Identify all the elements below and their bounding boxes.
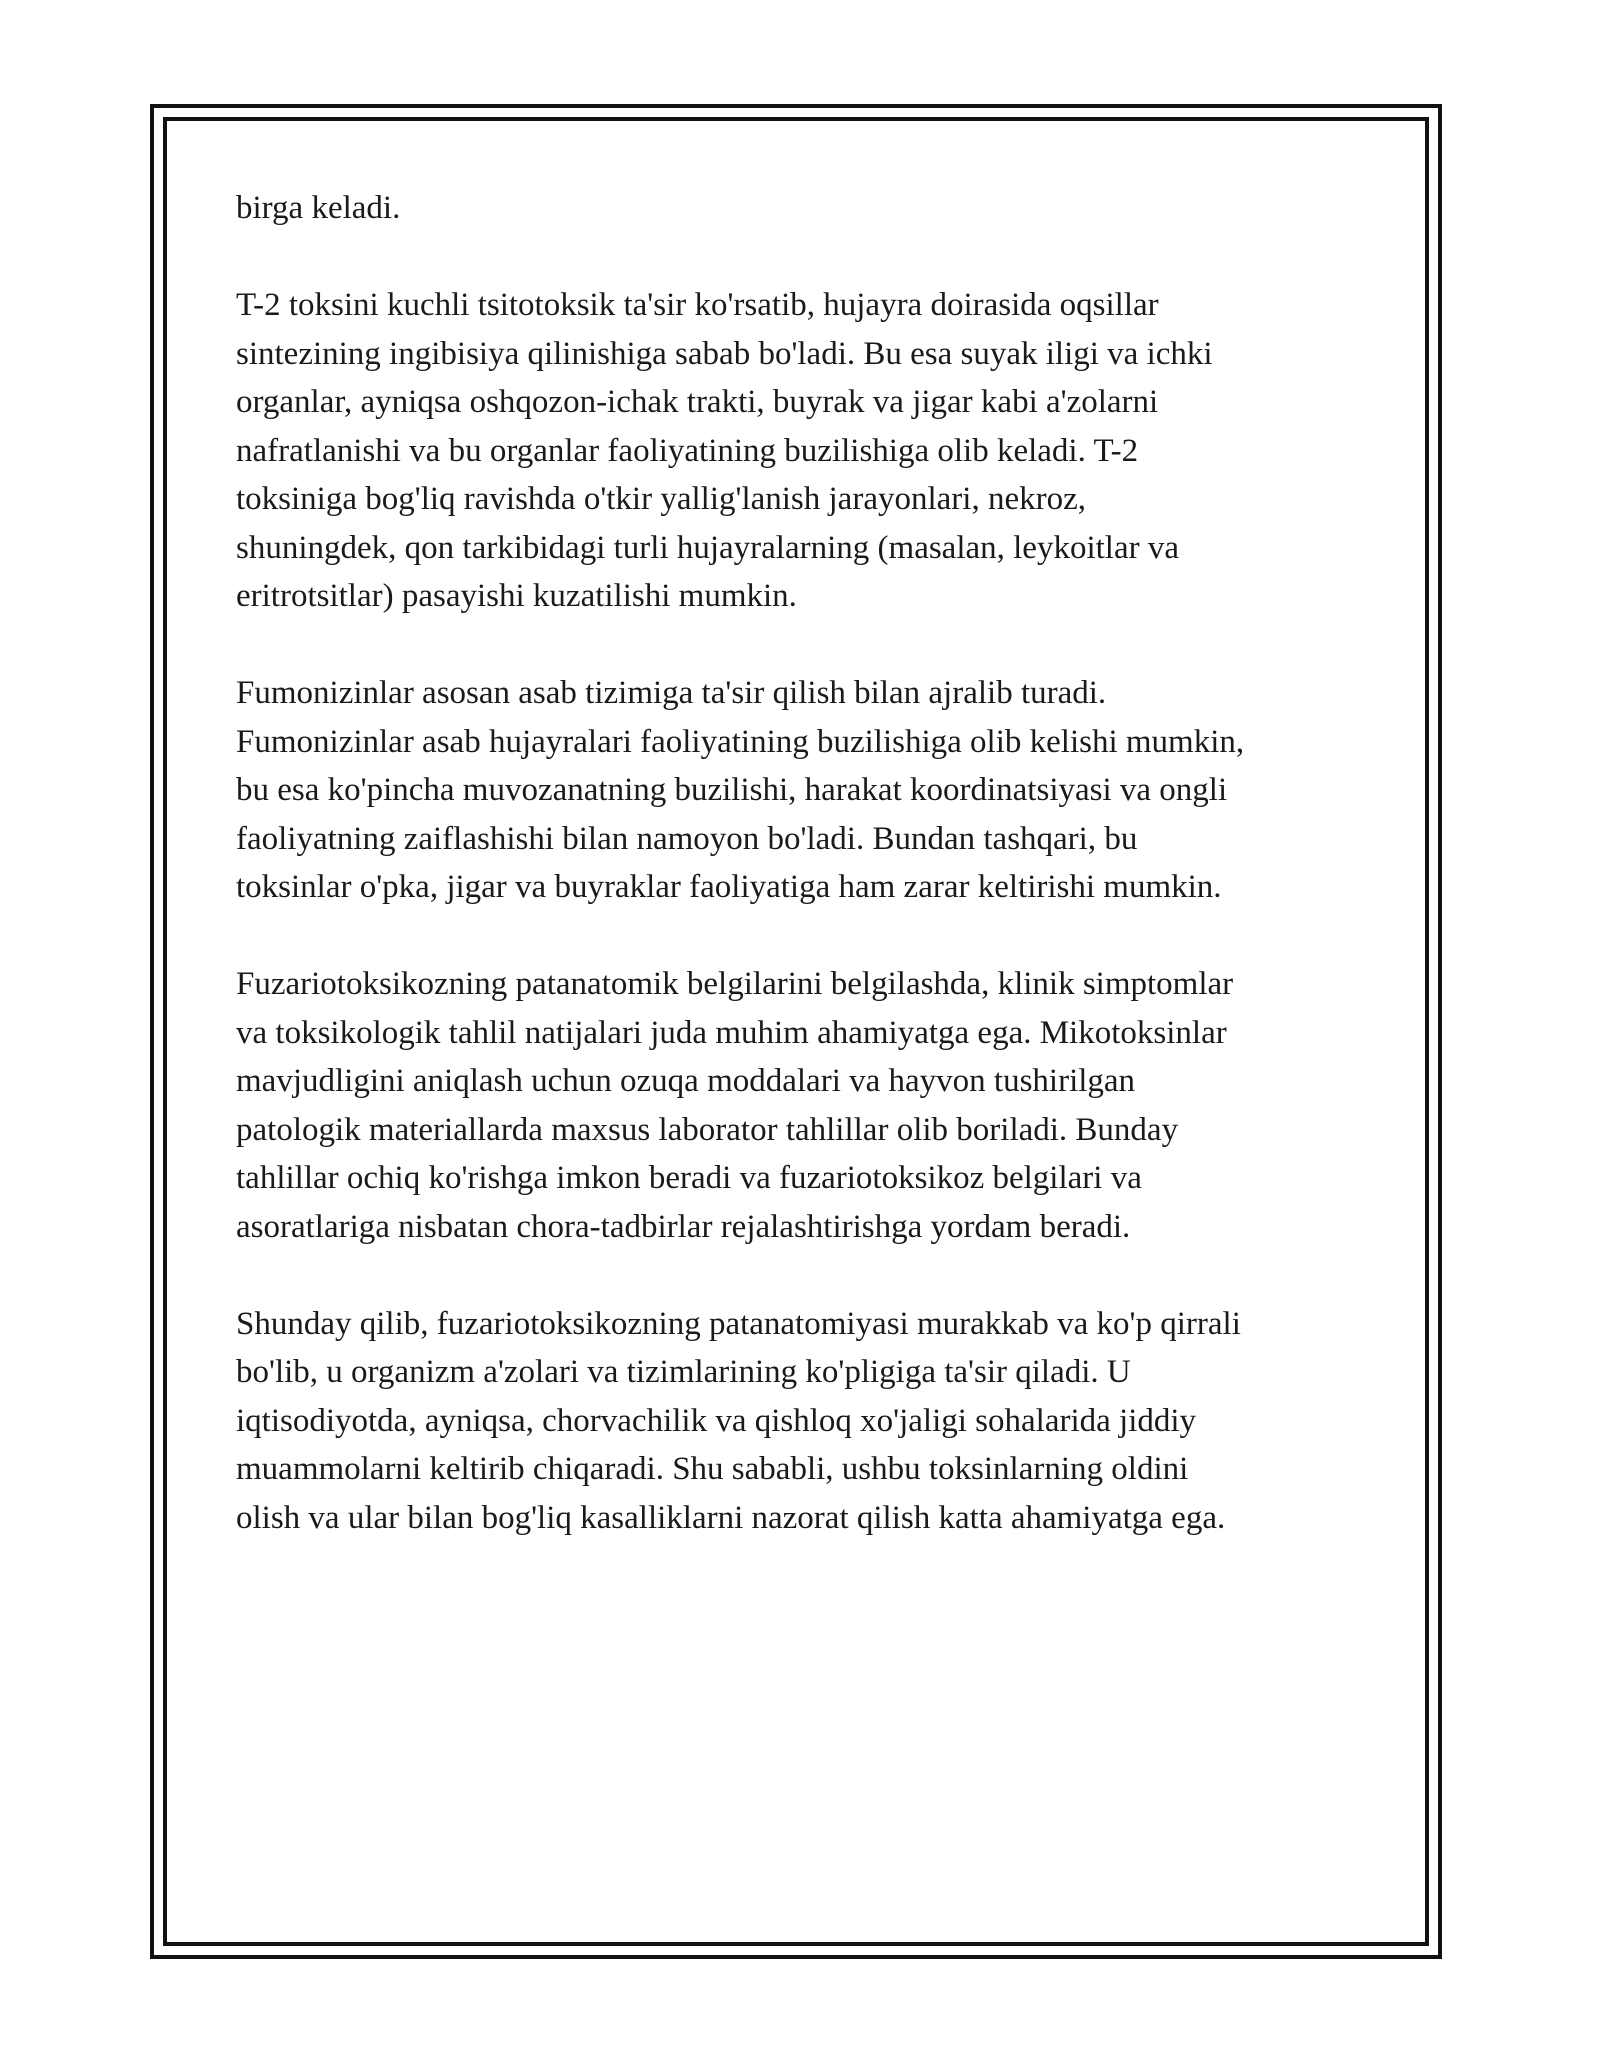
paragraph-continuation: birga keladi. bbox=[236, 190, 401, 226]
paragraph-conclusion: Shunday qilib, fuzariotoksikozning patanatomiyasi murakkab va ko'p qirrali bo'lib, u organizm a'zolari va tizimlarining ko'pligiga ta'sir qiladi. U iqtisodiyotda, ayniqsa, chorvachilik va qishloq xo'jaligi sohalarida jiddiy muammolarni keltirib chiqaradi. Shu sababli, ushbu toksinlarning oldini olish va ular bilan bog'liq kasalliklarni nazorat qilish katta ahamiyatga ega. bbox=[236, 1305, 1241, 1536]
paragraph-diagnosis: Fuzariotoksikozning patanatomik belgilarini belgilashda, klinik simptomlar va toksikologik tahlil natijalari juda muhim ahamiyatga ega. Mikotoksinlar mavjudligini aniqlash uchun ozuqa moddalari va hayvon tushirilgan patologik materiallarda maxsus laborator tahlillar olib boriladi. Bunday tahlillar ochiq ko'rishga imkon beradi va fuzariotoksikoz belgilari va asoratlariga nisbatan chora-tadbirlar rejalashtirishga yordam beradi. bbox=[236, 966, 1234, 1245]
paragraph-fumonisins: Fumonizinlar asosan asab tizimiga ta'sir qilish bilan ajralib turadi. Fumonizinlar asab hujayralari faoliyatining buzilishiga olib kelishi mumkin, bu esa ko'pincha muvozanatning buzilishi, harakat koordinatsiyasi va ongli faoliyatning zaiflashishi bilan namoyon bo'ladi. Bundan tashqari, bu toksinlar o'pka, jigar va buyraklar faoliyatiga ham zarar keltirishi mumkin. bbox=[236, 675, 1245, 905]
paragraph-t2-toxin: T-2 toksini kuchli tsitotoksik ta'sir ko'rsatib, hujayra doirasida oqsillar sintezining ingibisiya qilinishiga sabab bo'ladi. Bu esa suyak iligi va ichki organlar, ayniqsa oshqozon-ichak trakti, buyrak va jigar kabi a'zolarni nafratlanishi va bu organlar faoliyatining buzilishiga olib keladi. T-2 toksiniga bog'liq ravishda o'tkir yallig'lanish jarayonlari, nekroz, shuningdek, qon tarkibidagi turli hujayralarning (masalan, leykoitlar va eritrotsitlar) pasayishi kuzatilishi mumkin. bbox=[236, 287, 1213, 614]
page-body bbox=[236, 184, 1366, 1591]
